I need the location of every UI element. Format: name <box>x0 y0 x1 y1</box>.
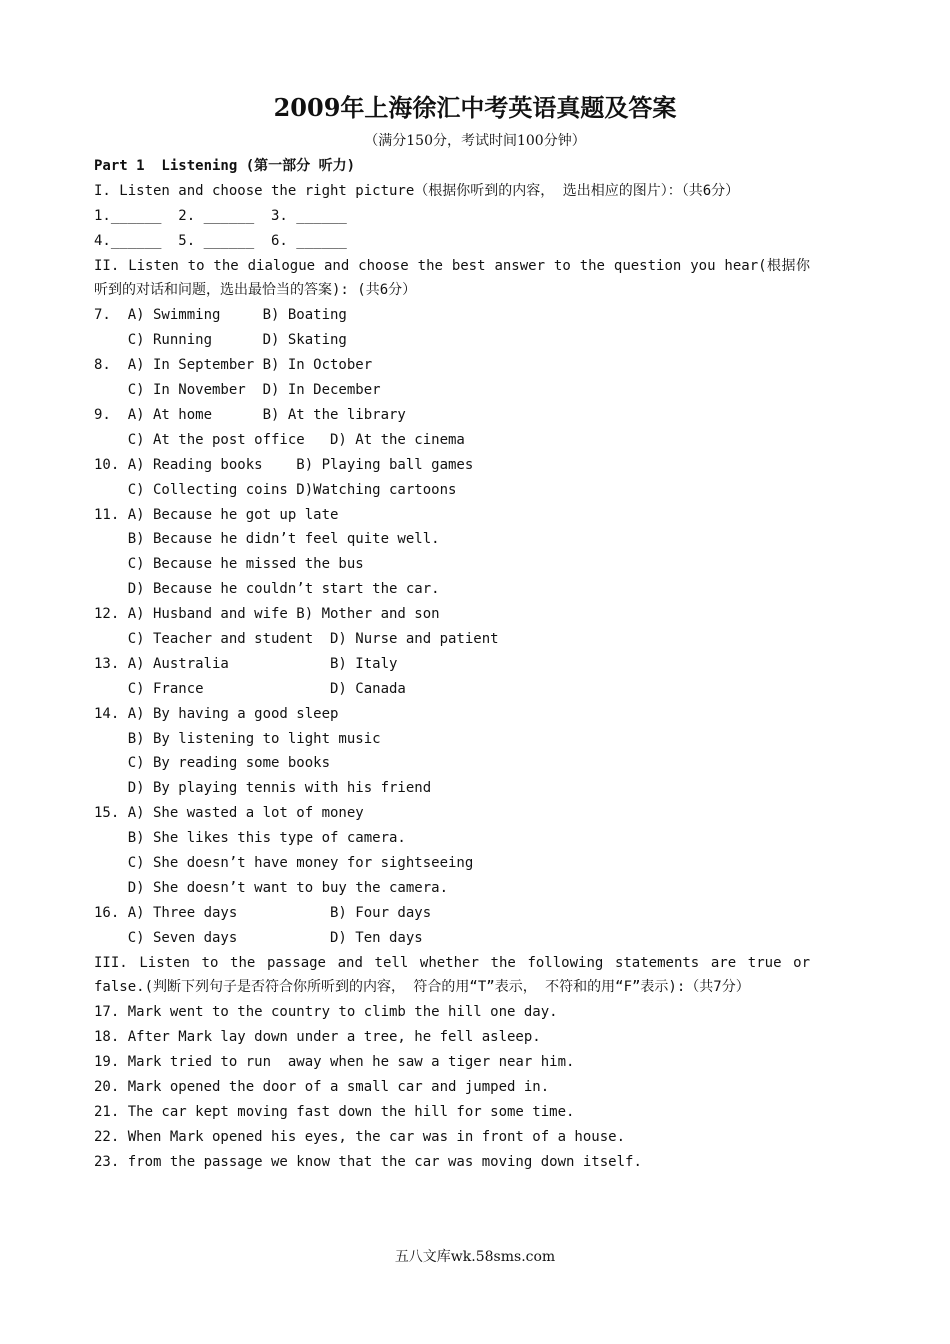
question-line: C) By reading some books <box>94 755 331 772</box>
question-line: 13. A) Australia B) Italy <box>94 655 398 672</box>
section1-instruction: I. Listen and choose the right picture（根据你听到的内容， 选出相应的图片）：（共6分） <box>94 182 740 199</box>
section3-instruction: III. Listen to the passage and tell whether the following statements are true or false.(判断下列句子是否符合你所听到的内容， 符合的用“T”表示， 不符和的用“F”表示):（共7分） <box>94 954 810 996</box>
section2-questions <box>94 303 810 950</box>
question-line: C) Collecting coins D)Watching cartoons <box>94 481 457 498</box>
answer-blanks-row: 4.______ 5. ______ 6. ______ <box>94 232 347 249</box>
question-line: B) By listening to light music <box>94 730 381 747</box>
question-line: D) She doesn’t want to buy the camera. <box>94 879 449 896</box>
question-line: 14. A) By having a good sleep <box>94 705 339 722</box>
part1-heading: Part 1 Listening (第一部分 听力) <box>94 158 356 174</box>
question-line: C) Seven days D) Ten days <box>94 929 423 946</box>
question-line: 12. A) Husband and wife B) Mother and son <box>94 606 440 623</box>
question-line: 8. A) In September B) In October <box>94 357 373 374</box>
answer-blanks-row: 1.______ 2. ______ 3. ______ <box>94 207 347 224</box>
question-line: C) In November D) In December <box>94 382 381 399</box>
statement-line: 22. When Mark opened his eyes, the car was in front of a house. <box>94 1128 626 1145</box>
question-line: B) She likes this type of camera. <box>94 830 406 847</box>
page-title: 2009年上海徐汇中考英语真题及答案 <box>273 93 677 122</box>
section3-statements <box>94 1000 810 1174</box>
statement-line: 21. The car kept moving fast down the hill for some time. <box>94 1103 575 1120</box>
page-footer: 五八文库wk.58sms.com <box>394 1249 556 1265</box>
section2-instruction: II. Listen to the dialogue and choose the best answer to the question you hear(根据你听到的对话和问题，选出最恰当的答案): (共6分） <box>94 257 810 299</box>
question-line: D) Because he couldn’t start the car. <box>94 581 440 598</box>
statement-line: 19. Mark tried to run away when he saw a tiger near him. <box>94 1054 575 1071</box>
statement-line: 23. from the passage we know that the car was moving down itself. <box>94 1153 642 1170</box>
question-line: C) Running D) Skating <box>94 332 347 349</box>
question-line: C) Because he missed the bus <box>94 556 364 573</box>
statement-line: 18. After Mark lay down under a tree, he fell asleep. <box>94 1029 541 1046</box>
question-line: 16. A) Three days B) Four days <box>94 904 432 921</box>
question-line: 7. A) Swimming B) Boating <box>94 307 347 324</box>
question-line: C) She doesn’t have money for sightseeing <box>94 854 474 871</box>
document-body <box>94 154 810 1175</box>
question-line: 9. A) At home B) At the library <box>94 406 406 423</box>
question-line: 10. A) Reading books B) Playing ball games <box>94 456 474 473</box>
question-line: C) Teacher and student D) Nurse and patient <box>94 630 499 647</box>
question-line: D) By playing tennis with his friend <box>94 780 432 797</box>
question-line: C) France D) Canada <box>94 680 406 697</box>
question-line: 11. A) Because he got up late <box>94 506 339 523</box>
question-line: B) Because he didn’t feel quite well. <box>94 531 440 548</box>
question-line: C) At the post office D) At the cinema <box>94 431 465 448</box>
page-subtitle: （满分150分，考试时间100分钟） <box>364 133 586 149</box>
question-line: 15. A) She wasted a lot of money <box>94 805 364 822</box>
statement-line: 20. Mark opened the door of a small car and jumped in. <box>94 1079 550 1096</box>
statement-line: 17. Mark went to the country to climb the hill one day. <box>94 1004 558 1021</box>
